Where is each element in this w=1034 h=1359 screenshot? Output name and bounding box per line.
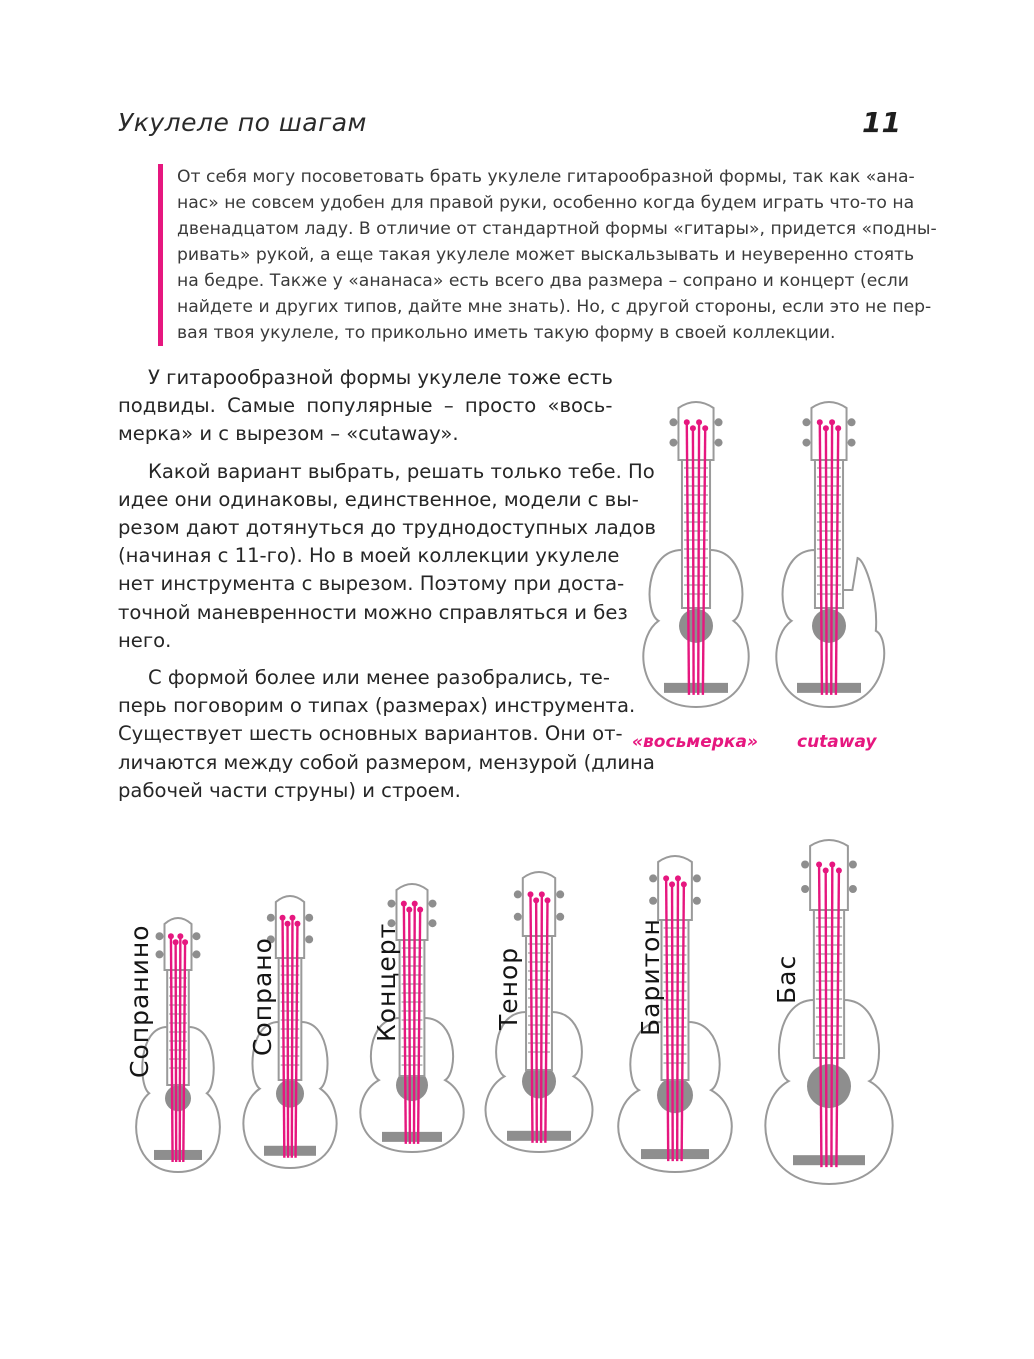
string-peg <box>545 897 551 903</box>
string-peg <box>182 939 188 945</box>
note-line: ривать» рукой, а еще такая укулеле может выскальзывать и неуверенно стоять <box>177 245 915 265</box>
body-line: Какой вариант выбрать, решать только тебе. По <box>148 459 655 483</box>
tuner-peg <box>305 935 313 943</box>
sound-hole <box>812 609 846 643</box>
body-line: нет инструмента с вырезом. Поэтому при доста- <box>118 572 625 596</box>
sound-hole <box>657 1077 693 1113</box>
tuner-peg <box>156 950 164 958</box>
string-peg <box>412 901 418 907</box>
sound-hole <box>679 609 713 643</box>
note-line: От себя могу посоветовать брать укулеле гитарообразной формы, так как «ана- <box>177 167 915 187</box>
page-number: 11 <box>862 106 901 139</box>
string-peg <box>669 881 675 887</box>
string-peg <box>702 425 708 431</box>
bridge <box>797 683 861 693</box>
tuner-peg <box>305 914 313 922</box>
string <box>693 428 694 695</box>
string-peg <box>406 907 412 913</box>
tuner-peg <box>801 861 809 869</box>
string <box>826 871 827 1168</box>
headstock <box>658 856 692 920</box>
body-line: идее они одинаковы, единственное, модели с вы- <box>118 487 639 511</box>
tuner-peg <box>514 890 522 898</box>
body-line: точной маневренности можно справляться и без <box>118 600 628 624</box>
string-peg <box>681 881 687 887</box>
bridge <box>507 1131 571 1141</box>
string <box>288 924 289 1158</box>
string-peg <box>829 862 835 868</box>
tuner-peg <box>156 932 164 940</box>
tuner-peg <box>669 418 677 426</box>
tuner-peg <box>693 897 701 905</box>
string <box>677 878 678 1161</box>
string-peg <box>173 939 179 945</box>
tuner-peg <box>649 874 657 882</box>
string-peg <box>836 868 842 874</box>
running-header-title: Укулеле по шагам <box>118 108 367 137</box>
cutaway-label: cutaway <box>797 732 877 752</box>
tuner-peg <box>848 439 856 447</box>
string <box>831 865 832 1168</box>
bridge <box>664 683 728 693</box>
string-peg <box>696 419 702 425</box>
tuner-peg <box>801 885 809 893</box>
string-peg <box>168 933 174 939</box>
string <box>292 918 293 1158</box>
string-peg <box>663 875 669 881</box>
bridge <box>154 1150 202 1160</box>
tuner-peg <box>556 890 564 898</box>
string-peg <box>527 891 533 897</box>
string <box>541 894 542 1142</box>
string-peg <box>289 915 295 921</box>
tuner-peg <box>693 874 701 882</box>
tuner-peg <box>802 418 810 426</box>
tuner-peg <box>556 913 564 921</box>
body-line: личаются между собой размером, мензурой (длина <box>118 750 655 774</box>
headstock <box>678 402 713 460</box>
bridge <box>793 1155 865 1165</box>
ukulele-cutaway <box>776 402 884 707</box>
tuner-peg <box>649 897 657 905</box>
headstock <box>276 896 304 958</box>
string <box>414 904 415 1144</box>
tuner-peg <box>715 418 723 426</box>
note-line: двенадцатом ладу. В отличие от стандартной формы «гитары», придется «подны- <box>177 219 937 239</box>
string-peg <box>823 868 829 874</box>
string <box>672 884 673 1161</box>
string <box>826 428 827 695</box>
string-peg <box>675 875 681 881</box>
bridge <box>264 1146 316 1156</box>
bridge <box>382 1132 442 1142</box>
string-peg <box>816 862 822 868</box>
body-line: подвиды. Самые популярные – просто «вось- <box>118 394 613 418</box>
body-line: С формой более или менее разобрались, те- <box>148 666 610 690</box>
string-peg <box>401 901 407 907</box>
size-label-bass: Бас <box>772 954 801 1004</box>
string-peg <box>835 425 841 431</box>
size-label-sopranino: Сопранино <box>125 924 154 1078</box>
string-peg <box>280 915 286 921</box>
string-peg <box>684 419 690 425</box>
tuner-peg <box>387 900 395 908</box>
string <box>180 936 181 1162</box>
note-line: нас» не совсем удобен для правой руки, особенно когда будем играть что-то на <box>177 193 915 213</box>
string-peg <box>539 891 545 897</box>
tuner-peg <box>849 861 857 869</box>
string-peg <box>817 419 823 425</box>
tuner-peg <box>849 885 857 893</box>
sound-hole <box>807 1064 851 1108</box>
string-peg <box>690 425 696 431</box>
string <box>831 422 832 695</box>
tuner-peg <box>848 418 856 426</box>
body-line: него. <box>118 628 172 652</box>
bridge <box>641 1149 709 1159</box>
tuner-peg <box>802 439 810 447</box>
body-line: перь поговорим о типах (размерах) инструмента. <box>118 694 636 718</box>
ukulele-bass <box>765 840 892 1184</box>
tuner-peg <box>429 900 437 908</box>
figure-eight-label: «восьмерка» <box>632 732 758 752</box>
string-peg <box>829 419 835 425</box>
string-peg <box>823 425 829 431</box>
body-line: (начиная с 11-го). Но в моей коллекции укулеле <box>118 544 620 568</box>
sound-hole <box>276 1080 304 1108</box>
size-label-concert: Концерт <box>372 922 401 1042</box>
string-peg <box>285 921 291 927</box>
body-line: резом дают дотянуться до труднодоступных ладов <box>118 516 656 540</box>
body-line: У гитарообразной формы укулеле тоже есть <box>148 366 613 389</box>
headstock <box>810 840 848 910</box>
note-line: найдете и других типов, дайте мне знать). Но, с другой стороны, если это не пер- <box>177 297 932 317</box>
body-line: Существует шесть основных вариантов. Они от- <box>118 722 623 746</box>
string <box>536 900 537 1142</box>
string-peg <box>417 907 423 913</box>
string-peg <box>177 933 183 939</box>
size-label-soprano: Сопрано <box>248 937 277 1056</box>
ukulele-figure-eight <box>643 402 748 707</box>
tuner-peg <box>193 950 201 958</box>
note-line: на бедре. Также у «ананаса» есть всего два размера – сопрано и концерт (если <box>177 271 909 291</box>
string-peg <box>533 897 539 903</box>
string <box>409 910 410 1144</box>
size-label-baritone: Баритон <box>636 918 665 1036</box>
headstock <box>523 872 555 936</box>
body-line: мерка» и с вырезом – «cutaway». <box>118 422 459 446</box>
string-peg <box>294 921 300 927</box>
string <box>698 422 699 695</box>
size-label-tenor: Тенор <box>494 946 523 1030</box>
tuner-peg <box>267 914 275 922</box>
note-line: вая твоя укулеле, то прикольно иметь такую форму в своей коллекции. <box>177 323 836 343</box>
tuner-peg <box>429 919 437 927</box>
headstock <box>396 884 427 940</box>
tuner-peg <box>669 439 677 447</box>
sound-hole <box>165 1085 191 1111</box>
tuner-peg <box>715 439 723 447</box>
headstock <box>811 402 846 460</box>
body-line: рабочей части струны) и строем. <box>118 778 461 802</box>
tuner-peg <box>193 932 201 940</box>
string <box>171 936 173 1162</box>
string <box>176 942 177 1162</box>
tuner-peg <box>514 913 522 921</box>
